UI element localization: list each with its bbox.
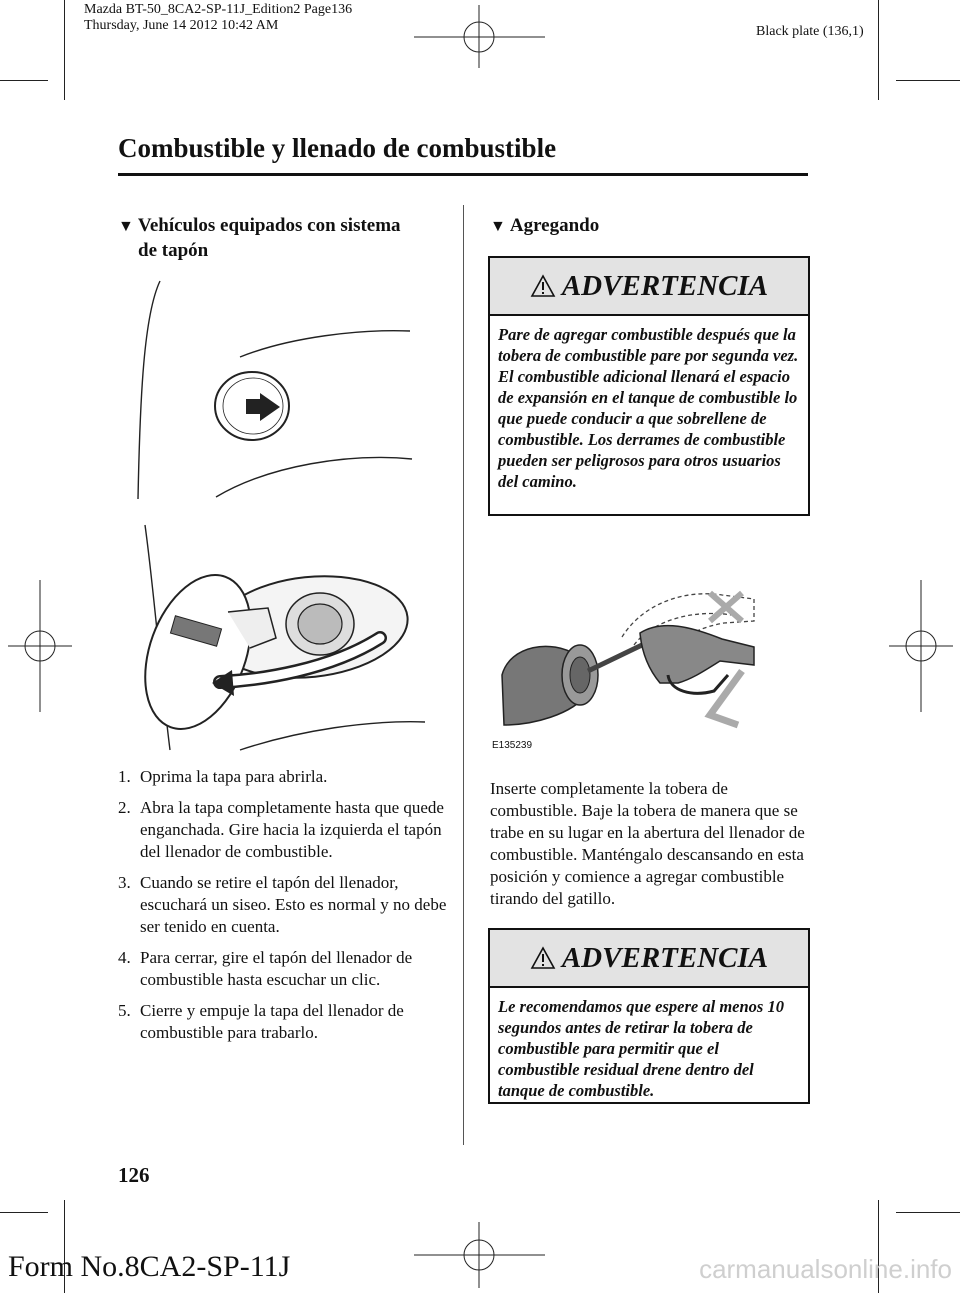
watermark: carmanualsonline.info bbox=[699, 1254, 952, 1284]
file-info-line2: Thursday, June 14 2012 10:42 AM bbox=[84, 18, 279, 33]
list-item: 3. Cuando se retire el tapón del llenador, escuchará un siseo. Esto es normal y no debe ser tenido en cuenta. bbox=[118, 873, 447, 936]
file-info-line1: Mazda BT-50_8CA2-SP-11J_Edition2 Page136 bbox=[84, 2, 353, 17]
column-divider bbox=[463, 205, 464, 1145]
warning-body: Pare de agregar combustible después que la tobera de combustible pare por segunda vez. El combustible adicional llenará el espacio de expansión en el tanque de combustible lo que puede conducir a que sobrellene de combustible. Los derrames de combustible pueden ser peligrosos para otros usuarios del camino. bbox=[498, 325, 799, 491]
list-item: 1. Oprima la tapa para abrirla. bbox=[118, 767, 328, 786]
form-number: Form No.8CA2-SP-11J bbox=[8, 1250, 291, 1283]
warning-body: Le recomendamos que espere al menos 10 segundos antes de retirar la tobera de combustible para permitir que el combustible residual drene dentro del tanque de combustible. bbox=[498, 997, 784, 1100]
instruction-paragraph: Inserte completamente la tobera de combustible. Baje la tobera de manera que se trabe en su lugar en la abertura del llenador de combustible. Manténgalo descansando en esta posición y comience a agregar combustible tirando del gatillo. bbox=[490, 779, 805, 908]
warning-title: ADVERTENCIA bbox=[561, 269, 769, 302]
list-item: 5. Cierre y empuje la tapa del llenador de combustible para trabarlo. bbox=[118, 1001, 404, 1042]
fuel-cap-open-illustration bbox=[140, 520, 440, 755]
title-rule bbox=[118, 173, 808, 176]
fuel-door-closed-illustration bbox=[120, 275, 430, 515]
figure-code: E135239 bbox=[492, 740, 533, 751]
section-title: Combustible y llenado de combustible bbox=[118, 133, 557, 163]
file-info bbox=[84, 2, 352, 34]
list-item: 2. Abra la tapa completamente hasta que quede enganchada. Gire hacia la izquierda el tapón del llenador de combustible. bbox=[118, 798, 444, 861]
warning-box-1 bbox=[488, 256, 810, 516]
warning-box-2 bbox=[488, 928, 810, 1104]
list-item: 4. Para cerrar, gire el tapón del llenador de combustible hasta escuchar un clic. bbox=[118, 948, 413, 989]
plate-label: Black plate (136,1) bbox=[756, 24, 864, 39]
left-subhead: ▼ Vehículos equipados con sistema de tapón bbox=[118, 215, 401, 261]
warning-title: ADVERTENCIA bbox=[561, 941, 769, 974]
warning-triangle-icon bbox=[530, 946, 556, 970]
warning-header bbox=[490, 930, 808, 988]
triangle-bullet-icon: ▼ bbox=[118, 218, 134, 235]
fuel-nozzle-illustration bbox=[492, 575, 772, 740]
page-number: 126 bbox=[118, 1163, 150, 1187]
warning-triangle-icon bbox=[530, 274, 556, 298]
steps-list bbox=[118, 766, 448, 1053]
triangle-bullet-icon: ▼ bbox=[490, 218, 506, 235]
warning-header bbox=[490, 258, 808, 316]
right-subhead: ▼ Agregando bbox=[490, 215, 600, 236]
